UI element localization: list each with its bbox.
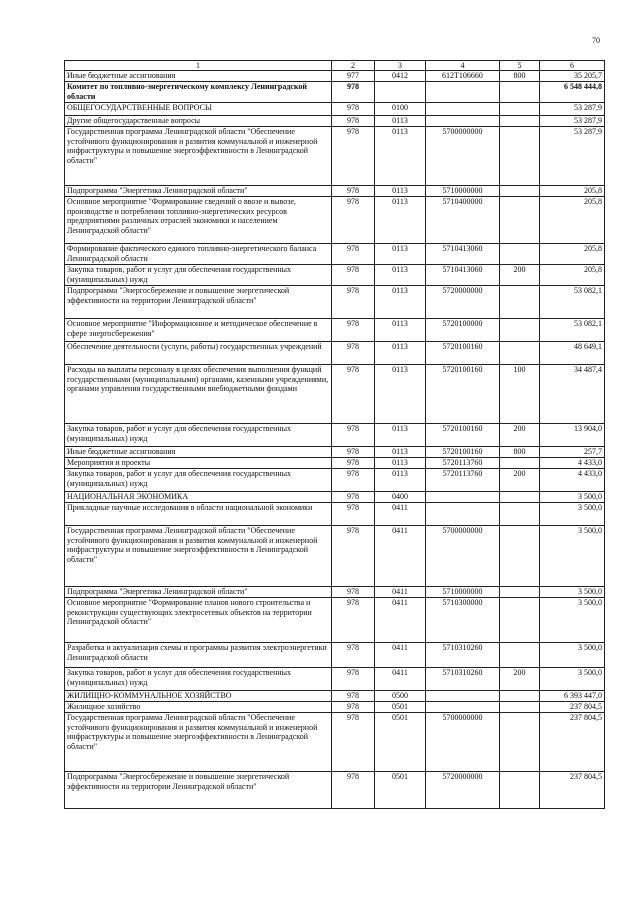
- amount: 3 500,0: [540, 503, 605, 526]
- ministry-code: 978: [332, 447, 375, 458]
- table-row: [65, 492, 605, 503]
- row-name: Государственная программа Ленинградской области "Обеспечение устойчивого функционирования и развития коммунальной и инженерной инфраструктуры и повышение энергоэффективности в Ленинградской области": [65, 127, 332, 186]
- ministry-code: 978: [332, 286, 375, 319]
- target-article-code: 5710310260: [426, 668, 500, 691]
- header-col-6: 6: [540, 61, 605, 71]
- section-code: 0501: [375, 772, 426, 809]
- row-name: Основное мероприятие "Формирование планов нового строительства и реконструкции существующих электросетевых объектов на территории Ленинградской области": [65, 598, 332, 643]
- ministry-code: 978: [332, 244, 375, 265]
- table-row: [65, 319, 605, 342]
- table-row: [65, 458, 605, 469]
- expense-type-code: [500, 587, 540, 598]
- amount: 3 500,0: [540, 587, 605, 598]
- section-code: 0400: [375, 492, 426, 503]
- target-article-code: 5710300000: [426, 598, 500, 643]
- ministry-code: 978: [332, 503, 375, 526]
- ministry-code: 978: [332, 342, 375, 365]
- row-name: Жилищное хозяйство: [65, 702, 332, 713]
- header-col-3: 3: [375, 61, 426, 71]
- expense-type-code: [500, 103, 540, 116]
- ministry-code: 978: [332, 319, 375, 342]
- table-row: [65, 127, 605, 186]
- target-article-code: [426, 503, 500, 526]
- table-row: [65, 365, 605, 424]
- target-article-code: 5700000000: [426, 713, 500, 772]
- ministry-code: 978: [332, 691, 375, 702]
- section-code: 0501: [375, 702, 426, 713]
- table-row: [65, 691, 605, 702]
- target-article-code: 5700000000: [426, 526, 500, 587]
- amount: 257,7: [540, 447, 605, 458]
- row-name: Закупка товаров, работ и услуг для обеспечения государственных (муниципальных) нужд: [65, 265, 332, 286]
- row-name: Прикладные научные исследования в области национальной экономики: [65, 503, 332, 526]
- ministry-code: 978: [332, 127, 375, 186]
- amount: 4 433,0: [540, 469, 605, 492]
- expense-type-code: [500, 458, 540, 469]
- amount: 3 500,0: [540, 598, 605, 643]
- table-row: [65, 643, 605, 668]
- expense-type-code: [500, 197, 540, 244]
- amount: 53 287,9: [540, 103, 605, 116]
- table-row: [65, 526, 605, 587]
- target-article-code: 5710400000: [426, 197, 500, 244]
- row-name: Основное мероприятие "Формирование сведений о ввозе и вывозе, производстве и потреблении топливно-энергетических ресурсов предприятиями различных отраслей экономики и населением Ленинградской области": [65, 197, 332, 244]
- amount: 3 500,0: [540, 492, 605, 503]
- table-row: [65, 244, 605, 265]
- section-code: 0113: [375, 186, 426, 197]
- target-article-code: [426, 702, 500, 713]
- amount: 53 287,9: [540, 116, 605, 127]
- row-name: Расходы на выплаты персоналу в целях обеспечения выполнения функций государственными (муниципальными) органами, казенными учреждениями, органами управления государственными внебюджетными фондами: [65, 365, 332, 424]
- ministry-code: 978: [332, 116, 375, 127]
- section-code: 0113: [375, 447, 426, 458]
- section-code: 0113: [375, 424, 426, 447]
- table-row: [65, 702, 605, 713]
- table-row: [65, 186, 605, 197]
- target-article-code: 5720000000: [426, 286, 500, 319]
- section-code: 0113: [375, 286, 426, 319]
- table-row: [65, 424, 605, 447]
- expense-type-code: 800: [500, 71, 540, 82]
- ministry-code: 978: [332, 668, 375, 691]
- ministry-code: 978: [332, 702, 375, 713]
- target-article-code: 5720100160: [426, 424, 500, 447]
- ministry-code: 978: [332, 643, 375, 668]
- row-name: Иные бюджетные ассигнования: [65, 447, 332, 458]
- section-code: 0501: [375, 713, 426, 772]
- row-name: Государственная программа Ленинградской области "Обеспечение устойчивого функционирования и развития коммунальной и инженерной инфраструктуры и повышение энергоэффективности в Ленинградской области": [65, 526, 332, 587]
- section-code: 0411: [375, 668, 426, 691]
- header-col-4: 4: [426, 61, 500, 71]
- amount: 34 487,4: [540, 365, 605, 424]
- expense-type-code: 200: [500, 668, 540, 691]
- expense-type-code: [500, 319, 540, 342]
- budget-table: [64, 60, 605, 809]
- expense-type-code: [500, 772, 540, 809]
- expense-type-code: [500, 643, 540, 668]
- table-row: [65, 116, 605, 127]
- target-article-code: 5720113760: [426, 469, 500, 492]
- expense-type-code: 200: [500, 424, 540, 447]
- amount: 3 500,0: [540, 643, 605, 668]
- expense-type-code: [500, 503, 540, 526]
- table-row: [65, 772, 605, 809]
- header-col-2: 2: [332, 61, 375, 71]
- target-article-code: [426, 82, 500, 103]
- ministry-code: 978: [332, 526, 375, 587]
- section-code: 0100: [375, 103, 426, 116]
- target-article-code: [426, 103, 500, 116]
- ministry-code: 978: [332, 492, 375, 503]
- row-name: Закупка товаров, работ и услуг для обеспечения государственных (муниципальных) нужд: [65, 424, 332, 447]
- section-code: 0113: [375, 244, 426, 265]
- row-name: Государственная программа Ленинградской области "Обеспечение устойчивого функционирования и развития коммунальной и инженерной инфраструктуры и повышение энергоэффективности в Ленинградской области": [65, 713, 332, 772]
- expense-type-code: [500, 713, 540, 772]
- table-row: [65, 668, 605, 691]
- table-row: [65, 503, 605, 526]
- ministry-code: 978: [332, 424, 375, 447]
- target-article-code: [426, 691, 500, 702]
- section-code: 0113: [375, 342, 426, 365]
- section-code: 0411: [375, 598, 426, 643]
- section-code: 0411: [375, 526, 426, 587]
- amount: 4 433,0: [540, 458, 605, 469]
- table-row: [65, 82, 605, 103]
- row-name: Подпрограмма "Энергетика Ленинградской области": [65, 186, 332, 197]
- header-col-5: 5: [500, 61, 540, 71]
- row-name: Подпрограмма "Энергосбережение и повышение энергетической эффективности на территории Ленинградской области": [65, 772, 332, 809]
- expense-type-code: [500, 598, 540, 643]
- amount: 53 287,9: [540, 127, 605, 186]
- expense-type-code: 200: [500, 469, 540, 492]
- row-name: ЖИЛИЩНО-КОММУНАЛЬНОЕ ХОЗЯЙСТВО: [65, 691, 332, 702]
- amount: 205,8: [540, 265, 605, 286]
- table-row: [65, 265, 605, 286]
- row-name: Подпрограмма "Энергосбережение и повышение энергетической эффективности на территории Ленинградской области": [65, 286, 332, 319]
- row-name: Обеспечение деятельности (услуги, работы) государственных учреждений: [65, 342, 332, 365]
- expense-type-code: [500, 702, 540, 713]
- table-row: [65, 587, 605, 598]
- amount: 237 804,5: [540, 772, 605, 809]
- amount: 6 393 447,0: [540, 691, 605, 702]
- ministry-code: 978: [332, 365, 375, 424]
- table-row: [65, 71, 605, 82]
- table-row: [65, 197, 605, 244]
- section-code: 0412: [375, 71, 426, 82]
- expense-type-code: [500, 127, 540, 186]
- section-code: 0113: [375, 319, 426, 342]
- row-name: ОБЩЕГОСУДАРСТВЕННЫЕ ВОПРОСЫ: [65, 103, 332, 116]
- row-name: Основное мероприятие "Информационное и методическое обеспечение в сфере энергосбережения": [65, 319, 332, 342]
- row-name: Другие общегосударственные вопросы: [65, 116, 332, 127]
- amount: 3 500,0: [540, 668, 605, 691]
- section-code: 0113: [375, 458, 426, 469]
- section-code: 0411: [375, 643, 426, 668]
- target-article-code: 5720113760: [426, 458, 500, 469]
- table-row: [65, 469, 605, 492]
- ministry-code: 977: [332, 71, 375, 82]
- target-article-code: 5710000000: [426, 186, 500, 197]
- row-name: Комитет по топливно-энергетическому комплексу Ленинградской области: [65, 82, 332, 103]
- row-name: Закупка товаров, работ и услуг для обеспечения государственных (муниципальных) нужд: [65, 668, 332, 691]
- ministry-code: 978: [332, 186, 375, 197]
- row-name: НАЦИОНАЛЬНАЯ ЭКОНОМИКА: [65, 492, 332, 503]
- section-code: 0113: [375, 469, 426, 492]
- amount: 35 205,7: [540, 71, 605, 82]
- target-article-code: 5710413060: [426, 265, 500, 286]
- amount: 237 804,5: [540, 713, 605, 772]
- target-article-code: 5720100160: [426, 342, 500, 365]
- expense-type-code: 200: [500, 265, 540, 286]
- table-row: [65, 286, 605, 319]
- ministry-code: 978: [332, 103, 375, 116]
- amount: 205,8: [540, 186, 605, 197]
- target-article-code: 5710310260: [426, 643, 500, 668]
- ministry-code: 978: [332, 587, 375, 598]
- ministry-code: 978: [332, 265, 375, 286]
- target-article-code: [426, 116, 500, 127]
- target-article-code: [426, 492, 500, 503]
- expense-type-code: [500, 526, 540, 587]
- row-name: Подпрограмма "Энергетика Ленинградской области": [65, 587, 332, 598]
- target-article-code: 5720100160: [426, 447, 500, 458]
- row-name: Закупка товаров, работ и услуг для обеспечения государственных (муниципальных) нужд: [65, 469, 332, 492]
- section-code: [375, 82, 426, 103]
- target-article-code: 5720100160: [426, 365, 500, 424]
- amount: 3 500,0: [540, 526, 605, 587]
- expense-type-code: [500, 116, 540, 127]
- ministry-code: 978: [332, 713, 375, 772]
- expense-type-code: [500, 492, 540, 503]
- target-article-code: 5700000000: [426, 127, 500, 186]
- row-name: Разработка и актуализация схемы и программы развития электроэнергетики Ленинградской области: [65, 643, 332, 668]
- ministry-code: 978: [332, 458, 375, 469]
- amount: 205,8: [540, 197, 605, 244]
- target-article-code: 5720100000: [426, 319, 500, 342]
- table-row: [65, 598, 605, 643]
- section-code: 0500: [375, 691, 426, 702]
- amount: 205,8: [540, 244, 605, 265]
- expense-type-code: [500, 286, 540, 319]
- amount: 48 649,1: [540, 342, 605, 365]
- section-code: 0113: [375, 197, 426, 244]
- header-col-1: 1: [65, 61, 332, 71]
- amount: 6 548 444,8: [540, 82, 605, 103]
- ministry-code: 978: [332, 469, 375, 492]
- expense-type-code: [500, 186, 540, 197]
- amount: 53 082,1: [540, 286, 605, 319]
- table-row: [65, 342, 605, 365]
- header-row: [65, 61, 605, 71]
- row-name: Иные бюджетные ассигнования: [65, 71, 332, 82]
- target-article-code: 5710000000: [426, 587, 500, 598]
- ministry-code: 978: [332, 598, 375, 643]
- table-row: [65, 103, 605, 116]
- target-article-code: 612Т106660: [426, 71, 500, 82]
- section-code: 0113: [375, 365, 426, 424]
- target-article-code: 5710413060: [426, 244, 500, 265]
- section-code: 0411: [375, 503, 426, 526]
- expense-type-code: [500, 244, 540, 265]
- expense-type-code: [500, 691, 540, 702]
- amount: 237 804,5: [540, 702, 605, 713]
- expense-type-code: [500, 82, 540, 103]
- section-code: 0113: [375, 116, 426, 127]
- table-row: [65, 447, 605, 458]
- row-name: Мероприятия и проекты: [65, 458, 332, 469]
- expense-type-code: 100: [500, 365, 540, 424]
- page-number: 70: [592, 36, 600, 45]
- amount: 13 904,0: [540, 424, 605, 447]
- section-code: 0411: [375, 587, 426, 598]
- expense-type-code: [500, 342, 540, 365]
- ministry-code: 978: [332, 197, 375, 244]
- section-code: 0113: [375, 265, 426, 286]
- section-code: 0113: [375, 127, 426, 186]
- row-name: Формирование фактического единого топливно-энергетического баланса Ленинградской области: [65, 244, 332, 265]
- expense-type-code: 800: [500, 447, 540, 458]
- amount: 53 082,1: [540, 319, 605, 342]
- table-row: [65, 713, 605, 772]
- ministry-code: 978: [332, 82, 375, 103]
- target-article-code: 5720000000: [426, 772, 500, 809]
- ministry-code: 978: [332, 772, 375, 809]
